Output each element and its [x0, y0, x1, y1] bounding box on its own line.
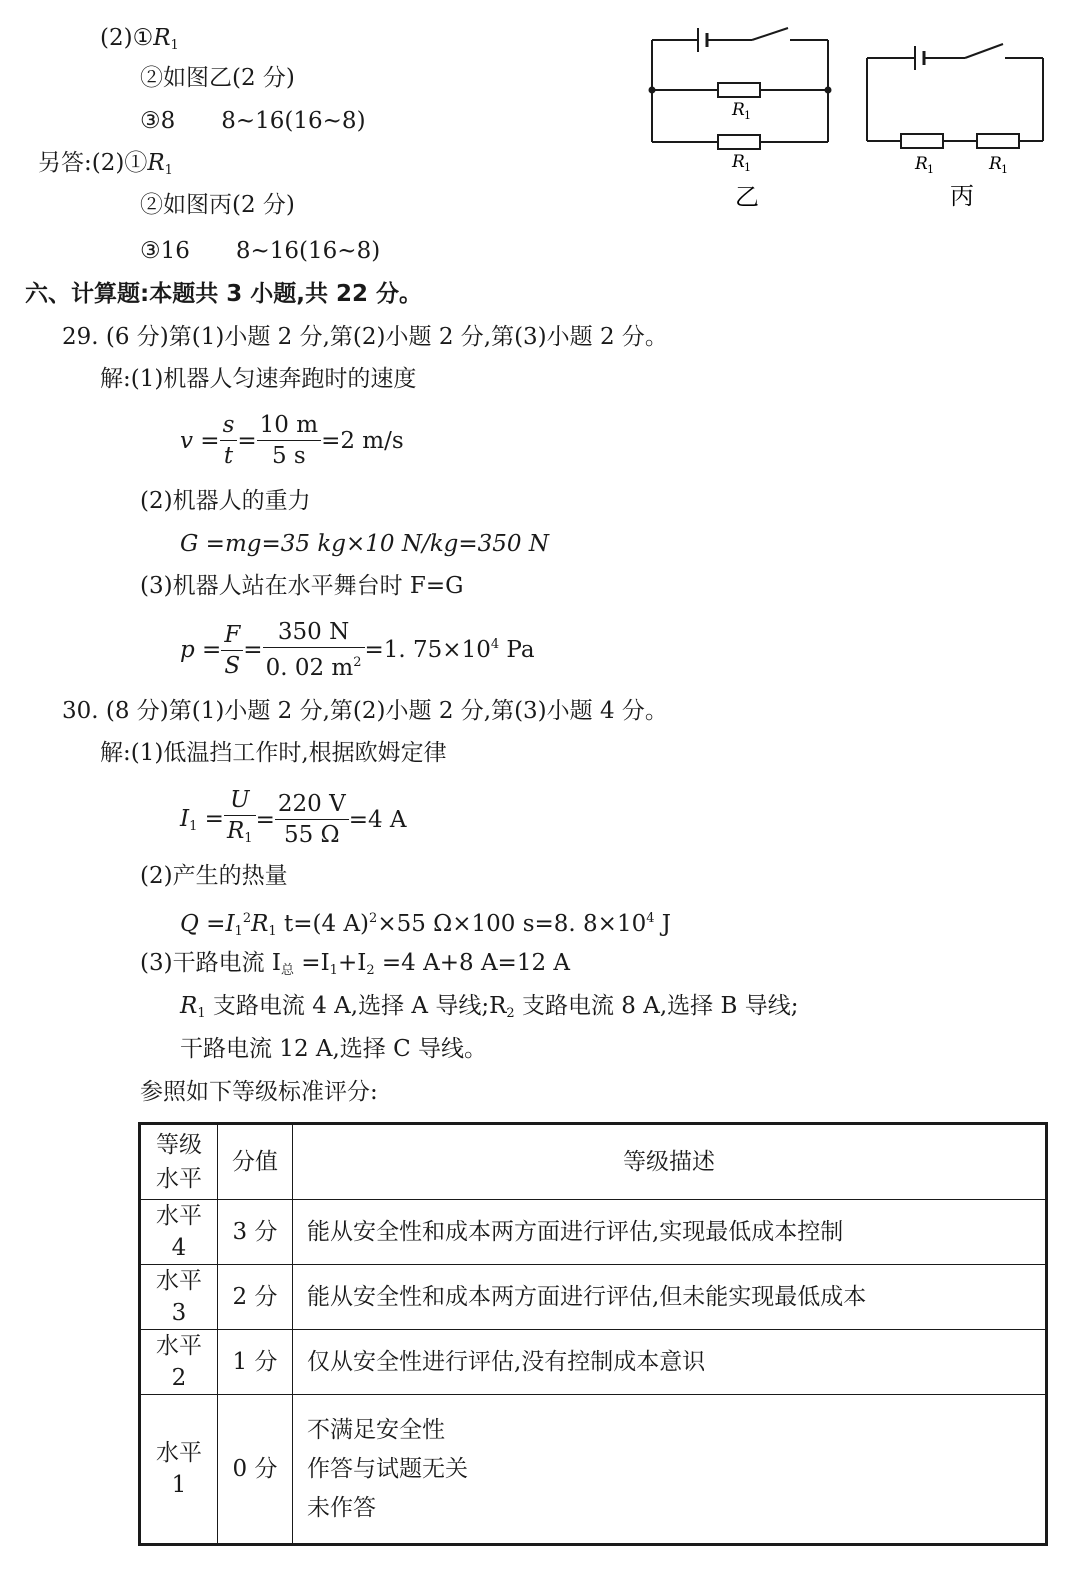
resistor-label-r1-right-sub: 1	[1001, 163, 1008, 176]
q29-sol-3: (3)机器人站在水平舞台时 F=G	[140, 573, 464, 599]
row-desc: 不满足安全性 作答与试题无关 未作答	[293, 1395, 1047, 1545]
circuit-diagram-bing	[855, 36, 1055, 216]
alt-answer-2-3: ③16 8~16(16~8)	[140, 238, 381, 264]
row-score: 1 分	[218, 1330, 293, 1395]
table-row	[140, 1330, 1047, 1395]
row-desc: 仅从安全性进行评估,没有控制成本意识	[293, 1330, 1047, 1395]
row-score: 0 分	[218, 1395, 293, 1545]
q30-header: 30. (8 分)第(1)小题 2 分,第(2)小题 2 分,第(3)小题 4 分。	[62, 698, 668, 724]
table-row	[140, 1395, 1047, 1545]
q30-eq-heat: $Q =I_1^2R_1$ t=(4 A)$^2$×55 Ω×100 s=8. $8\times 10^4$ J	[180, 911, 672, 939]
circuit-diagram-yi	[640, 20, 840, 215]
resistor-label-r1-left: R	[915, 154, 928, 174]
resistor-label-r1-right: R	[989, 154, 1002, 174]
q29-eq-gravity: G =mg=35 kg×10 N/kg=350 N	[180, 531, 549, 557]
circuit-label-yi: 乙	[735, 183, 759, 211]
q29-header: 29. (6 分)第(1)小题 2 分,第(2)小题 2 分,第(3)小题 2 分。	[62, 324, 668, 350]
resistor-label-r1-bottom: R	[732, 152, 745, 172]
q30-sol-3-main: 干路电流 12 A,选择 C 导线。	[180, 1036, 488, 1062]
row-score: 3 分	[218, 1200, 293, 1265]
q30-sol-2: (2)产生的热量	[140, 863, 288, 889]
table-row	[140, 1200, 1047, 1265]
q30-sol-3-wires: $R_1$ 支路电流 4 A,选择 A 导线$;R_2$ 支路电流 8 A,选择 B 导线;	[180, 993, 799, 1021]
answer-2-2: ②如图乙(2 分)	[140, 65, 295, 91]
alt-answer-2-2: ②如图丙(2 分)	[140, 192, 295, 218]
resistor-label-r1-left-sub: 1	[927, 163, 934, 176]
alt-answer-2-1: 另答$:(2)①R_1$	[38, 150, 173, 178]
section-6-heading: 六、计算题:本题共 3 小题,共 22 分。	[25, 281, 422, 307]
header-desc: 等级描述	[293, 1124, 1047, 1200]
q30-eq-current: $I_1$ = $\frac{U}{R_1}$ = $\frac{220 V}{55 \Omega}$ =4 A	[180, 787, 407, 848]
q30-sol-1: 解:(1)低温挡工作时,根据欧姆定律	[100, 740, 447, 766]
q29-eq-velocity: v = $\frac{s}{t}$ = $\frac{10 m}{5 s}$ =2 m/s	[180, 412, 404, 469]
resistor-label-r1-bottom-sub: 1	[744, 161, 751, 174]
grading-table	[138, 1122, 1048, 1546]
row-desc: 能从安全性和成本两方面进行评估,实现最低成本控制	[293, 1200, 1047, 1265]
table-row	[140, 1265, 1047, 1330]
header-score: 分值	[218, 1124, 293, 1200]
row-level: 水平 2	[140, 1330, 218, 1395]
q30-sol-3: (3)干路电流 $I_总 =I_1+I_2 =4$ A+8 A=12 A	[140, 950, 571, 978]
q29-sol-1: 解:(1)机器人匀速奔跑时的速度	[100, 366, 417, 392]
row-level: 水平 4	[140, 1200, 218, 1265]
row-desc: 能从安全性和成本两方面进行评估,但未能实现最低成本	[293, 1265, 1047, 1330]
q29-sol-2: (2)机器人的重力	[140, 488, 311, 514]
circuit-label-bing: 丙	[950, 182, 974, 210]
resistor-label-r1-middle: R	[732, 100, 745, 120]
answer-2-3: ③8 8~16(16~8)	[140, 108, 366, 134]
row-level: 水平 1	[140, 1395, 218, 1545]
answer-2-1: $(2)①R_1$	[100, 25, 179, 53]
resistor-label-r1-middle-sub: 1	[744, 109, 751, 122]
header-level: 等级 水平	[140, 1124, 218, 1200]
q29-eq-pressure: p = $\frac{F}{S}$ = $\frac{350 N}{0. 02 m^2}$ =1. $75\times 10^4$ Pa	[180, 619, 535, 681]
grading-intro: 参照如下等级标准评分:	[140, 1079, 378, 1105]
table-header-row	[140, 1124, 1047, 1200]
row-score: 2 分	[218, 1265, 293, 1330]
row-level: 水平 3	[140, 1265, 218, 1330]
